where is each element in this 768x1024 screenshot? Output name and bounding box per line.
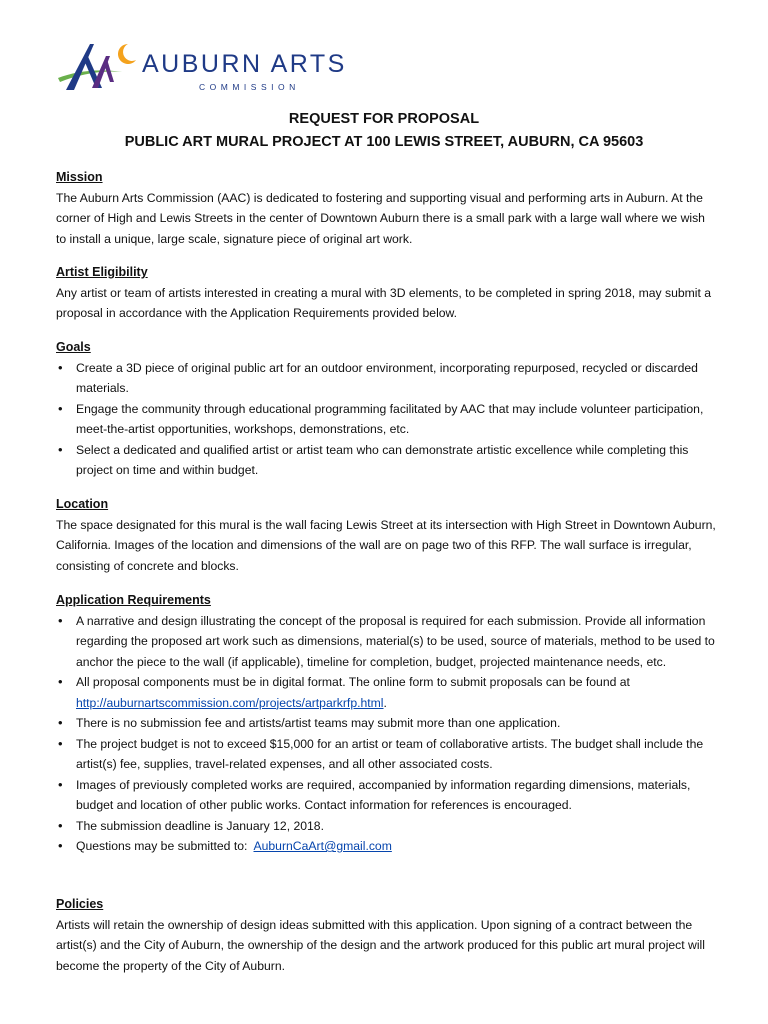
eligibility-text: Any artist or team of artists interested in creating a mural with 3D elements, to be completed in spring 2018, may submit a proposal in accordance with the Application Requirements provided below. <box>56 285 712 320</box>
list-item: • Select a dedicated and qualified artist or artist team who can demonstrate artistic excellence while completing this project on time and within budget. <box>56 440 716 481</box>
goals-heading: Goals <box>56 340 91 354</box>
location-text: The space designated for this mural is the wall facing Lewis Street at its intersection with High Street in Downtown Auburn, California. Images of the location and dimensions of the wall are on page two of this RFP. The wall surface is irregular, consisting of concrete and blocks. <box>56 517 716 573</box>
list-item: • Engage the community through educational programming facilitated by AAC that may include volunteer participation, meet-the-artist opportunities, workshops, demonstrations, etc. <box>56 399 716 440</box>
location-heading: Location <box>56 497 109 511</box>
application-list <box>56 611 716 857</box>
document-title: REQUEST FOR PROPOSAL <box>288 111 480 127</box>
document-subtitle: PUBLIC ART MURAL PROJECT AT 100 LEWIS STREET, AUBURN, CA 95603 <box>124 134 644 150</box>
list-item <box>56 672 716 713</box>
goals-section <box>56 337 716 481</box>
mission-text: The Auburn Arts Commission (AAC) is dedicated to fostering and supporting visual and performing arts in Auburn. At the corner of High and Lewis Streets in the center of Downtown Auburn there is a small park with a large wall where we wish to install a unique, large scale, signature piece of original art work. <box>56 190 705 246</box>
list-item-text: Questions may be submitted to: <box>76 839 248 853</box>
list-item-period: . <box>383 695 387 710</box>
mission-heading: Mission <box>56 170 103 184</box>
policies-heading: Policies <box>56 897 104 911</box>
list-item: • The submission deadline is January 12, 2018. <box>56 816 716 837</box>
list-item: • A narrative and design illustrating the concept of the proposal is required for each submission. Provide all information regarding the proposed art work such as dimensions, material(s) to be used, source of materials, method to be used to anchor the piece to the wall (if applicable), timeline for completion, budget, projected maintenance needs, etc. <box>56 611 716 673</box>
location-section <box>56 494 716 576</box>
list-item: • The project budget is not to exceed $15,000 for an artist or team of collaborative artists. The budget shall include the artist(s) fee, supplies, travel-related expenses, and all other associated costs. <box>56 734 716 775</box>
rfp-url-link[interactable]: http://auburnartscommission.com/projects/artparkrfp.html <box>76 695 384 710</box>
policies-text: Artists will retain the ownership of design ideas submitted with this application. Upon signing of a contract between the artist(s) and the City of Auburn, the ownership of the design and the artwork produced for this public art mural project will become the property of the City of Auburn. <box>56 917 705 973</box>
list-item <box>56 836 716 857</box>
logo-name: AUBURN ARTS <box>142 50 347 78</box>
aac-logo-mark-icon <box>56 38 138 98</box>
application-heading: Application Requirements <box>56 593 211 607</box>
list-item: • Images of previously completed works are required, accompanied by information regarding dimensions, materials, budget and location of other public works. Contact information for references is encouraged. <box>56 775 716 816</box>
goals-list <box>56 358 716 481</box>
application-section <box>56 590 716 857</box>
logo-subtitle: COMMISSION <box>199 82 300 92</box>
mission-section <box>56 167 716 249</box>
policies-section <box>56 894 716 976</box>
list-item: • Create a 3D piece of original public art for an outdoor environment, incorporating repurposed, recycled or discarded materials. <box>56 358 716 399</box>
auburn-arts-logo <box>56 38 347 98</box>
list-item-text: All proposal components must be in digital format. The online form to submit proposals can be found at <box>76 675 630 689</box>
eligibility-section <box>56 262 716 324</box>
eligibility-heading: Artist Eligibility <box>56 265 148 279</box>
contact-email-link[interactable]: AuburnCaArt@gmail.com <box>253 839 392 853</box>
list-item: • There is no submission fee and artists/artist teams may submit more than one application. <box>56 713 716 734</box>
